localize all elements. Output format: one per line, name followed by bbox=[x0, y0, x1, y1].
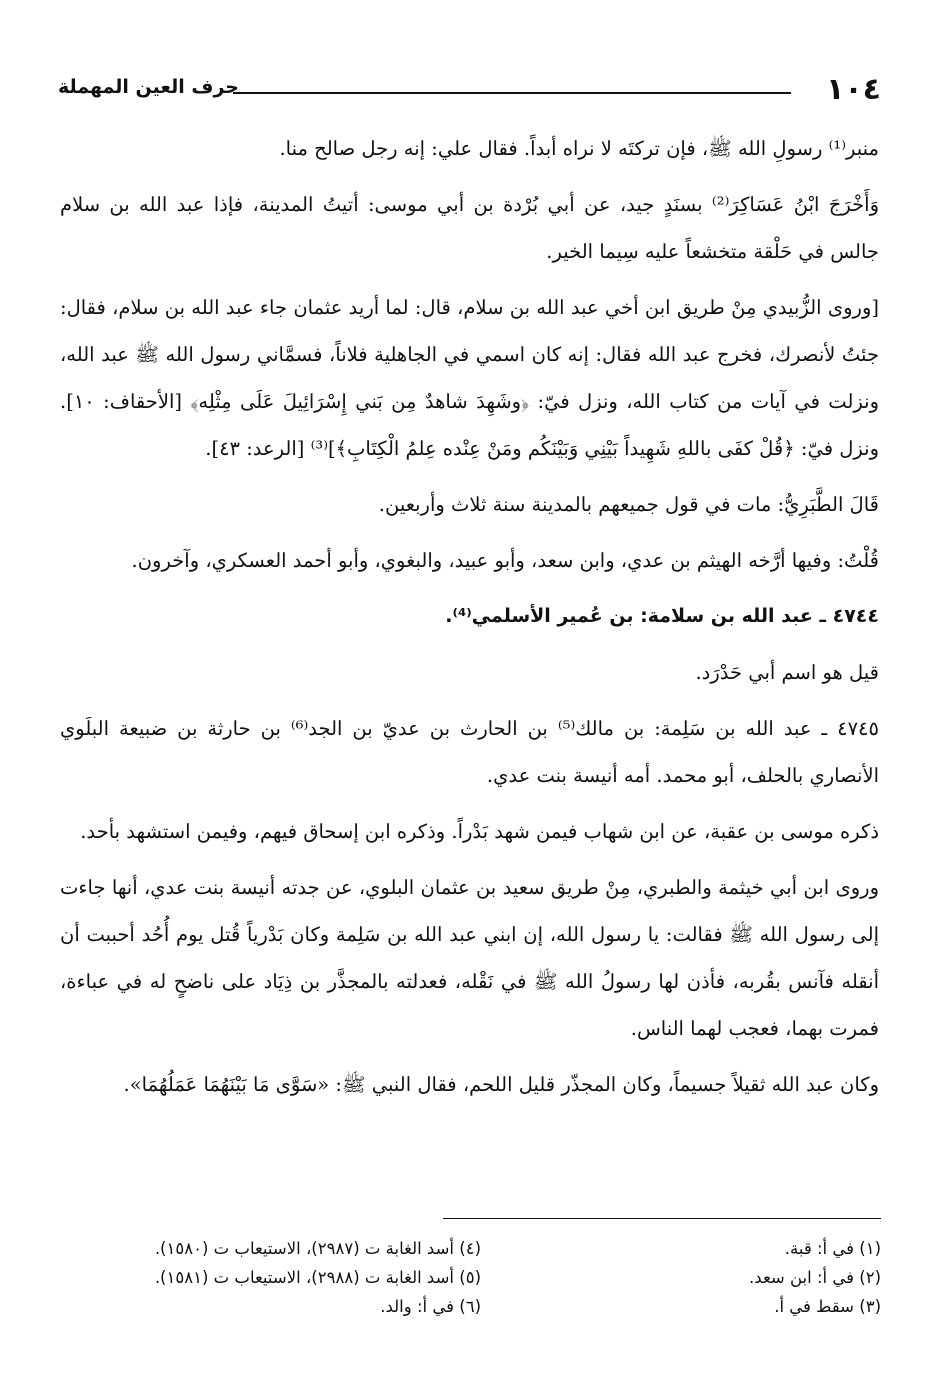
footnote: (٢) في أ: ابن سعد. bbox=[749, 1268, 881, 1287]
entry-heading-4745: ٤٧٤٥ ـ عبد الله بن سَلِمة: بن مالك⁽⁵⁾ بن الحارث بن عديّ بن الجد⁽⁶⁾ بن حارثة بن ضبيعة البلَوي الأنصاري بالحلف، أبو محمد. أمه أنيسة بنت عدي. bbox=[60, 717, 880, 787]
main-text bbox=[60, 125, 879, 1117]
footnote: (٦) في أ: والد. bbox=[380, 1297, 481, 1316]
footnote-rule bbox=[443, 1218, 881, 1219]
paragraph: منبر⁽¹⁾ رسولِ الله ﷺ، فإن تركتَه لا نراه أبداً. فقال علي: إنه رجل صالح منا. bbox=[279, 137, 879, 160]
paragraph: وكان عبد الله ثقيلاً جسيماً، وكان المجذّر قليل اللحم، فقال النبي ﷺ: «سَوَّى مَا بَيْنَهُمَا عَمَلُهُمَا». bbox=[123, 1073, 879, 1096]
header-rule bbox=[233, 92, 791, 94]
paragraph: ذكره موسى بن عقبة، عن ابن شهاب فيمن شهد بَدْراً. وذكره ابن إسحاق فيهم، وفيمن استشهد بأحد. bbox=[80, 820, 879, 843]
paragraph: قيل هو اسم أبي حَدْرَد. bbox=[695, 661, 879, 684]
footnote: (٣) سقط في أ. bbox=[774, 1297, 881, 1316]
paragraph: قَالَ الطَّبَرِيُّ: مات في قول جميعهم بالمدينة سنة ثلاث وأربعين. bbox=[378, 493, 879, 516]
footnote: (١) في أ: قبة. bbox=[784, 1239, 881, 1258]
paragraph: قُلْتُ: وفيها أرَّخه الهيثم بن عدي، وابن سعد، وأبو عبيد، والبغوي، وأبو أحمد العسكري، وآخرون. bbox=[131, 549, 879, 572]
entry-heading-4744: ٤٧٤٤ ـ عبد الله بن سلامة: بن عُمير الأسلمي⁽⁴⁾. bbox=[445, 605, 879, 627]
footnote-column-left bbox=[81, 1234, 481, 1321]
page-number: ١٠٤ bbox=[826, 72, 881, 107]
running-title: حرف العين المهملة bbox=[58, 76, 239, 98]
page-header bbox=[58, 72, 881, 112]
paragraph: وروى ابن أبي خيثمة والطبري، مِنْ طريق سعيد بن عثمان البلوي، عن جدته أنيسة بنت عدي، أنها جاءت إلى رسول الله ﷺ فقالت: يا رسول الله، إن ابني عبد الله بن سَلِمة وكان بَدْرياً قُتل يوم أُحُد أحببت أن أنقله فآنس بقُربه، فأذن لها رسولُ الله ﷺ في نَقْله، فعدلته بالمجذَّر بن ذِيَاد على ناضحٍ له في عباءة، فمرت بهما، فعجب لهما الناس. bbox=[60, 876, 879, 1040]
paragraph: وَأَخْرَجَ ابْنُ عَسَاكِرَ⁽²⁾ بسنَدٍ جيد، عن أبي بُرْدة بن أبي موسى: أتيتُ المدينة، فإذا عبد الله بن سلام جالس في حَلْقة متخشعاً عليه سِيما الخير. bbox=[60, 193, 879, 263]
paragraph: [وروى الزُّبيدي مِنْ طريق ابن أخي عبد الله بن سلام، قال: لما أريد عثمان جاء عبد الله بن سلام، فقال: جئتُ لأنصرك، فخرج عبد الله فقال: إنه كان اسمي في الجاهلية فلاناً، فسمَّاني رسول الله ﷺ عبد الله، ونزلت في آيات من كتاب الله، ونزل فيّ: ﴿وشَهِدَ شاهدٌ مِن بَني إِسْرَائِيلَ عَلَى مِثْلِه﴾ [الأحقاف: ١٠]. ونزل فيّ: ﴿قُلْ كفَى باللهِ شَهِيداً بَيْنِي وَبَيْنَكُم ومَنْ عِنْده عِلمُ الْكِتَابِ﴾]⁽³⁾ [الرعد: ٤٣]. bbox=[60, 296, 879, 460]
footnote-column-right bbox=[481, 1234, 881, 1321]
footnotes bbox=[60, 1234, 881, 1344]
footnote: (٤) أسد الغابة ت (٢٩٨٧)، الاستيعاب ت (١٥٨٠). bbox=[154, 1239, 481, 1258]
footnote: (٥) أسد الغابة ت (٢٩٨٨)، الاستيعاب ت (١٥٨١). bbox=[154, 1268, 481, 1287]
